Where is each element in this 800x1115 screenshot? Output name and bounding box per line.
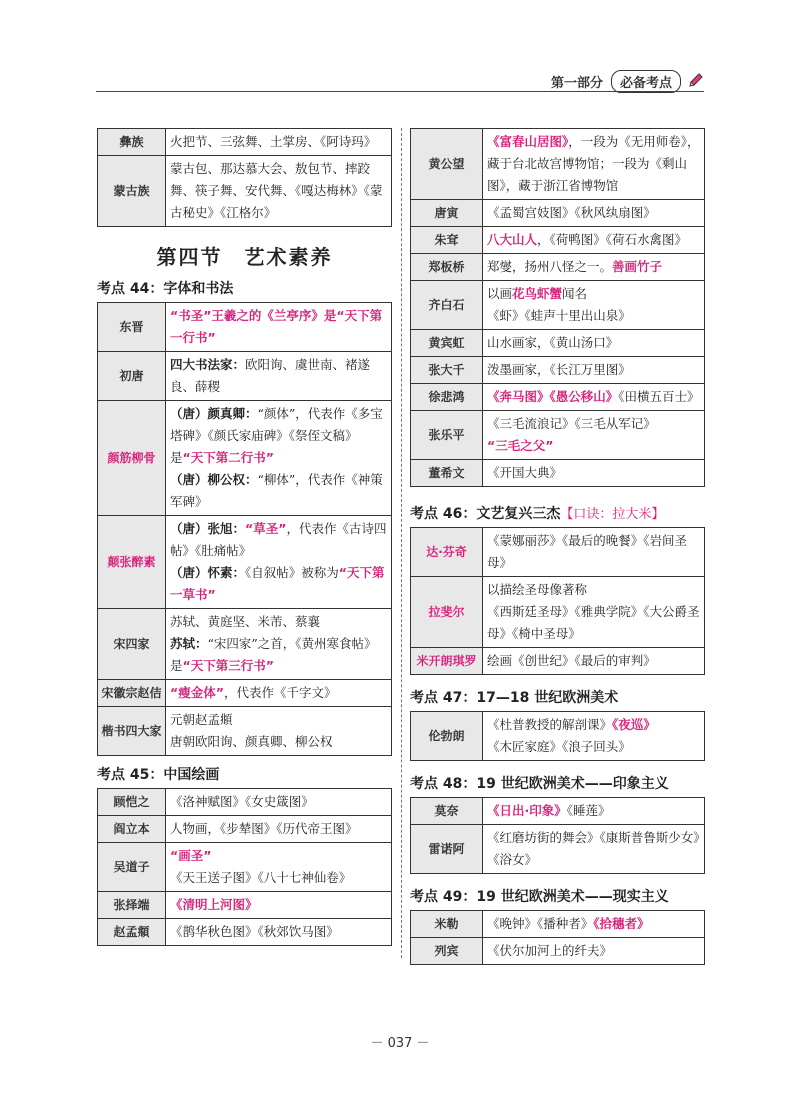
row-value: “颜体”，代表作《多宝塔碑》《颜氏家庙碑》《祭侄文稿》是 <box>170 406 383 465</box>
row-key: 米开朗琪罗 <box>411 648 483 675</box>
table-row <box>98 789 392 816</box>
chinese-painting-table <box>97 788 392 946</box>
kd48-title: 考点 48：19 世纪欧洲美术——印象主义 <box>410 776 669 792</box>
row-highlight: 《清明上河图》 <box>166 892 392 919</box>
pencil-icon <box>687 71 705 93</box>
table-row <box>98 303 392 352</box>
row-highlight: “天下第一草书” <box>170 565 385 602</box>
row-label: （唐）柳公权： <box>170 472 258 487</box>
table-row <box>411 200 705 227</box>
kd49-title: 考点 49：19 世纪欧洲美术——现实主义 <box>410 889 669 905</box>
right-column <box>410 128 705 965</box>
row-highlight: 花鸟虾蟹 <box>512 286 563 301</box>
ethnic-table <box>97 128 392 227</box>
row-value: 《开国大典》 <box>483 460 705 487</box>
row-highlight: 《日出·印象》 <box>487 803 567 818</box>
table-row <box>98 129 392 156</box>
row-highlight: “天下第三行书” <box>182 658 274 673</box>
row-value: “柳体”，代表作《神策军碑》 <box>170 472 383 509</box>
section-title: 第四节 艺术素养 <box>156 245 333 269</box>
table-row <box>411 254 705 281</box>
table-row <box>98 352 392 401</box>
kd45-title: 考点 45：中国绘画 <box>97 767 220 783</box>
realism-table <box>410 910 705 965</box>
part-label: 第一部分 <box>550 76 603 91</box>
row-key: 列宾 <box>411 938 483 965</box>
page-header <box>551 70 705 93</box>
row-highlight: “画圣” <box>170 848 212 863</box>
header-rule <box>96 91 704 92</box>
row-highlight: “天下第二行书” <box>182 450 274 465</box>
row-value: 郑燮，扬州八怪之一。 <box>487 259 613 274</box>
row-highlight: “草圣” <box>245 521 287 536</box>
table-row <box>411 330 705 357</box>
impressionism-table <box>410 797 705 874</box>
row-value: 蒙古包、那达慕大会、敖包节、摔跤舞、筷子舞、安代舞、《嘎达梅林》《蒙古秘史》《江格尔》 <box>166 156 392 227</box>
table-row <box>411 825 705 874</box>
row-value: ，一段为《无用师卷》，藏于台北故宫博物馆；一段为《剩山图》，藏于浙江省博物馆 <box>487 134 700 193</box>
row-key: 张大千 <box>411 357 483 384</box>
kd44-title: 考点 44：字体和书法 <box>97 281 234 297</box>
row-key: 张乐平 <box>411 411 483 460</box>
row-label: 苏轼： <box>170 636 208 651</box>
row-key: 黄宾虹 <box>411 330 483 357</box>
row-key: 拉斐尔 <box>411 577 483 648</box>
table-row <box>411 357 705 384</box>
row-value: 《虾》《蛙声十里出山泉》 <box>487 308 631 323</box>
row-key: 宋四家 <box>98 609 166 680</box>
row-key: 伦勃朗 <box>411 712 483 761</box>
row-value: ，代表作《古诗四帖》《肚痛帖》 <box>170 521 387 558</box>
row-key: 齐白石 <box>411 281 483 330</box>
row-key: 阎立本 <box>98 816 166 843</box>
table-row <box>98 516 392 609</box>
row-highlight: “三毛之父” <box>487 438 554 453</box>
row-key: 朱耷 <box>411 227 483 254</box>
row-value: 以画 <box>487 286 513 301</box>
row-label: （唐）怀素： <box>170 565 246 580</box>
row-key: 顾恺之 <box>98 789 166 816</box>
row-value: 《自叙帖》被称为 <box>245 565 339 580</box>
row-value: 人物画，《步辇图》《历代帝王图》 <box>166 816 392 843</box>
row-key: 米勒 <box>411 911 483 938</box>
table-row <box>98 707 392 756</box>
table-row <box>98 401 392 516</box>
row-value: 《木匠家庭》《浪子回头》 <box>487 739 631 754</box>
row-highlight: 善画竹子 <box>612 259 663 274</box>
table-row <box>411 227 705 254</box>
row-key: 楷书四大家 <box>98 707 166 756</box>
row-value: 《睡莲》 <box>566 803 611 818</box>
row-value: 《西斯廷圣母》《雅典学院》《大公爵圣母》《椅中圣母》 <box>487 604 700 641</box>
row-value: ，代表作《千字文》 <box>223 685 337 700</box>
renaissance-table <box>410 527 705 675</box>
row-key: 宋徽宗赵佶 <box>98 680 166 707</box>
kd46-tip: 【口诀：拉大米】 <box>560 507 665 522</box>
row-highlight: 《夜巡》 <box>612 717 656 732</box>
table-row <box>411 712 705 761</box>
row-value: 《杜普教授的解剖课》 <box>487 717 613 732</box>
row-value: 泼墨画家，《长江万里图》 <box>483 357 705 384</box>
row-highlight: “瘦金体” <box>170 685 224 700</box>
table-row <box>411 384 705 411</box>
table-row <box>411 460 705 487</box>
table-row <box>98 680 392 707</box>
table-row <box>98 843 392 892</box>
table-row <box>411 528 705 577</box>
baroque-table <box>410 711 705 761</box>
row-value: 《鹊华秋色图》《秋郊饮马图》 <box>166 919 392 946</box>
kd47-title: 考点 47：17—18 世纪欧洲美术 <box>410 690 619 706</box>
table-row <box>98 892 392 919</box>
row-value: “书圣”王羲之的《兰亭序》是“天下第一行书” <box>170 308 383 345</box>
section-tag: 必备考点 <box>611 70 681 93</box>
row-value: 《孟蜀宫妓图》《秋风纨扇图》 <box>483 200 705 227</box>
row-value: 苏轼、黄庭坚、米芾、蔡襄 <box>170 614 321 629</box>
row-key: 东晋 <box>98 303 166 352</box>
table-row <box>411 577 705 648</box>
row-key: 黄公望 <box>411 129 483 200</box>
row-label: （唐）张旭： <box>170 521 246 536</box>
kd46-title: 考点 46：文艺复兴三杰 <box>410 506 561 522</box>
row-value: 火把节、三弦舞、土掌房、《阿诗玛》 <box>166 129 392 156</box>
row-label: （唐）颜真卿： <box>170 406 258 421</box>
row-value: 《红磨坊街的舞会》《康斯普鲁斯少女》《浴女》 <box>483 825 705 874</box>
painters-table <box>410 128 705 487</box>
table-row <box>98 156 392 227</box>
row-key: 雷诺阿 <box>411 825 483 874</box>
row-key: 董希文 <box>411 460 483 487</box>
row-key: 赵孟頫 <box>98 919 166 946</box>
row-value: “宋四家”之首，《黄州寒食帖》是 <box>170 636 377 673</box>
row-highlight: 八大山人 <box>487 232 538 247</box>
page-number: － 037 － <box>370 1036 430 1051</box>
row-value: 《洛神赋图》《女史箴图》 <box>166 789 392 816</box>
table-row <box>411 911 705 938</box>
row-key: 初唐 <box>98 352 166 401</box>
calligraphy-table <box>97 302 392 756</box>
row-key: 颜筋柳骨 <box>98 401 166 516</box>
row-value: 《天王送子图》《八十七神仙卷》 <box>170 870 352 885</box>
table-row <box>98 919 392 946</box>
row-key: 颠张醉素 <box>98 516 166 609</box>
kd46-heading <box>410 503 705 523</box>
table-row <box>411 411 705 460</box>
row-key: 郑板桥 <box>411 254 483 281</box>
row-value: 《蒙娜丽莎》《最后的晚餐》《岩间圣母》 <box>483 528 705 577</box>
table-row <box>98 816 392 843</box>
table-row <box>411 648 705 675</box>
row-value: 《三毛流浪记》《三毛从军记》 <box>487 416 656 431</box>
row-highlight: 《拾穗者》 <box>593 916 650 931</box>
row-key: 张择端 <box>98 892 166 919</box>
table-row <box>98 609 392 680</box>
row-key: 达·芬奇 <box>411 528 483 577</box>
table-row <box>411 281 705 330</box>
row-key: 唐寅 <box>411 200 483 227</box>
row-highlight: 《奔马图》《愚公移山》 <box>487 389 619 404</box>
row-key: 彝族 <box>98 129 166 156</box>
row-key: 莫奈 <box>411 798 483 825</box>
row-value: 山水画家，《黄山汤口》 <box>483 330 705 357</box>
table-row <box>411 798 705 825</box>
row-value: 欧阳询、虞世南、褚遂良、薛稷 <box>170 357 371 394</box>
row-label: 四大书法家： <box>170 357 246 372</box>
row-key: 蒙古族 <box>98 156 166 227</box>
row-value: 闻名 <box>562 286 588 301</box>
row-value: 《伏尔加河上的纤夫》 <box>483 938 705 965</box>
row-value: 绘画《创世纪》《最后的审判》 <box>483 648 705 675</box>
row-key: 吴道子 <box>98 843 166 892</box>
row-value: 《田横五百士》 <box>618 389 700 404</box>
row-value: 《晚钟》《播种者》 <box>487 916 594 931</box>
row-value: ，《荷鸭图》《荷石水禽图》 <box>537 232 688 247</box>
row-value: 以描绘圣母像著称 <box>487 582 588 597</box>
row-highlight: 《富春山居图》 <box>487 134 569 149</box>
row-key: 徐悲鸿 <box>411 384 483 411</box>
row-value: 元朝赵孟頫 <box>170 712 233 727</box>
row-value: 唐朝欧阳询、颜真卿、柳公权 <box>170 734 333 749</box>
table-row <box>411 129 705 200</box>
left-column <box>97 128 392 946</box>
column-divider <box>401 128 402 958</box>
table-row <box>411 938 705 965</box>
